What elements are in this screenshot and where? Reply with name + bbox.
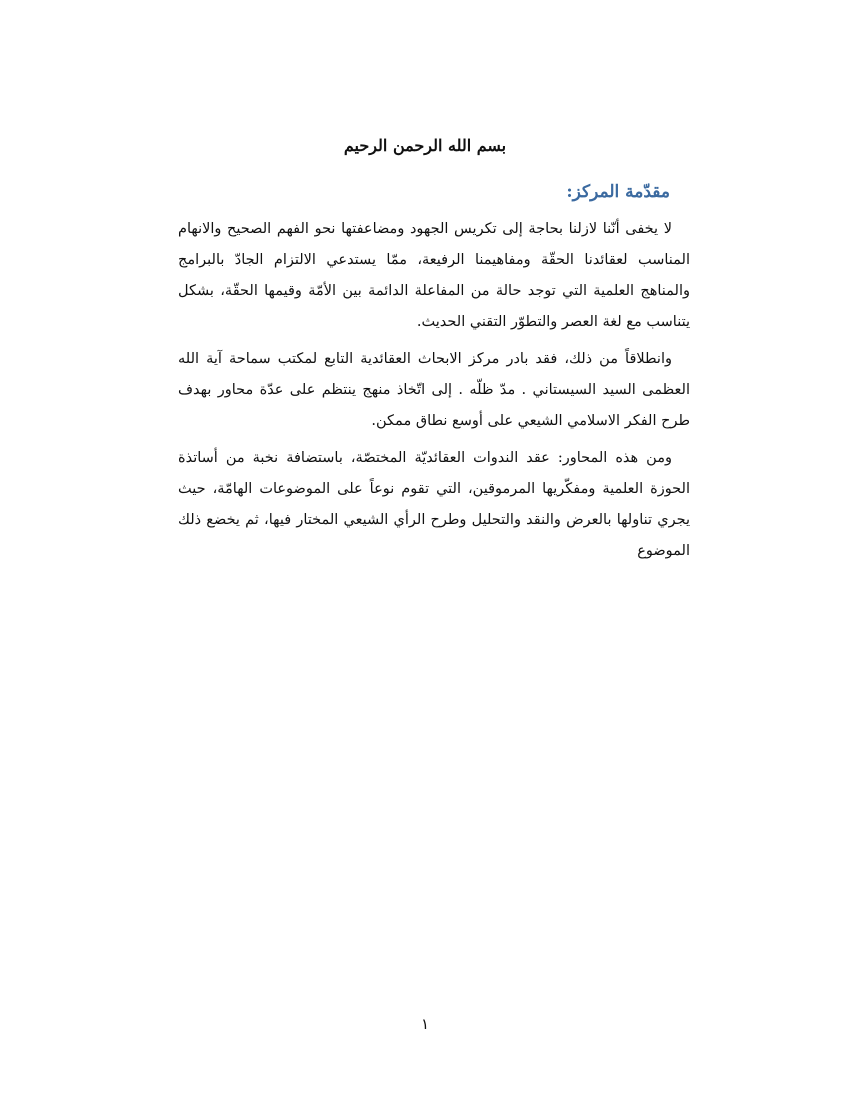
paragraph: وانطلاقاً من ذلك، فقد بادر مركز الابحاث العقائدية التابع لمكتب سماحة آية الله العظمى السيد السيستاني . مدّ ظلّه . إلى اتّخاذ منهج ينتظم على عدّة محاور بهدف طرح الفكر الاسلامي الشيعي على أوسع نطاق ممكن. (178, 351, 690, 429)
section-heading: مقدّمة المركز: (566, 182, 670, 202)
page-number: ١ (420, 1015, 430, 1033)
basmala-title: بسم الله الرحمن الرحيم (343, 136, 507, 155)
paragraph: لا يخفى أنّنا لازلنا بحاجة إلى تكريس الجهود ومضاعفتها نحو الفهم الصحيح والانهام المناسب لعقائدنا الحقّة ومفاهيمنا الرفيعة، ممّا يستدعي الالتزام الجادّ بالبرامج والمناهج العلمية التي توجد حالة من المفاعلة الدائمة بين الأمّة وقيمها الحقّة، بشكل يتناسب مع لغة العصر والتطوّر التقني الحديث. (178, 221, 690, 330)
body-text (178, 214, 690, 573)
paragraph: ومن هذه المحاور: عقد الندوات العقائديّة المختصّة، باستضافة نخبة من أساتذة الحوزة العلمية ومفكّريها المرموقين، التي تقوم نوعاً على الموضوعات الهامّة، حيث يجري تناولها بالعرض والنقد والتحليل وطرح الرأي الشيعي المختار فيها، ثم يخضع ذلك الموضوع (178, 450, 690, 559)
